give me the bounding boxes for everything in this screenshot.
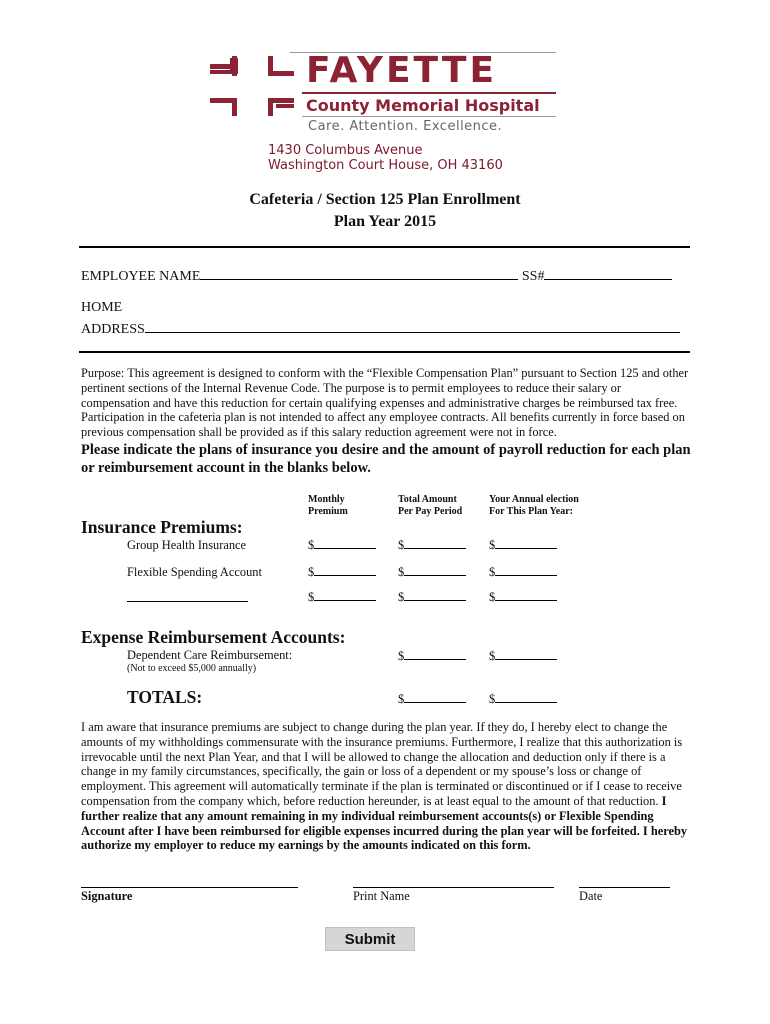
- amount-field[interactable]: [489, 590, 557, 605]
- item-dependent-care: Dependent Care Reimbursement:: [127, 648, 293, 662]
- amount-field[interactable]: [398, 649, 466, 664]
- employee-name-label: EMPLOYEE NAME: [81, 269, 201, 284]
- address-line-2: Washington Court House, OH 43160: [268, 158, 503, 173]
- amount-field[interactable]: [308, 538, 376, 553]
- col-total-line2: Per Pay Period: [398, 506, 463, 517]
- employee-name-field[interactable]: [200, 265, 518, 280]
- dollar-sign: $: [308, 538, 315, 552]
- ss-label: SS#: [521, 269, 545, 284]
- other-plan-field[interactable]: [127, 601, 248, 602]
- address-field[interactable]: [145, 318, 680, 333]
- col-monthly-line2: Premium: [308, 506, 348, 517]
- col-monthly-premium: [308, 494, 348, 518]
- amount-field[interactable]: [398, 692, 466, 707]
- amount-field[interactable]: [308, 565, 376, 580]
- item-group-health: Group Health Insurance: [127, 538, 247, 552]
- amount-field[interactable]: [489, 565, 557, 580]
- form-subtitle: Plan Year 2015: [333, 213, 437, 230]
- col-annual-line2: For This Plan Year:: [489, 506, 573, 517]
- col-total-amount: [398, 494, 462, 518]
- agreement-bold: I further realize that any amount remaining in my individual reimbursement accounts(s) or Flexible Spending Account after I have been reimbursed for eligible expenses incurred during the plan year will be forfeited. I hereby authorize my employer to reduce my earnings by the amounts indicated on this form.: [81, 793, 688, 853]
- amount-field[interactable]: [489, 649, 557, 664]
- signature-field[interactable]: [81, 887, 298, 888]
- dollar-sign: $: [398, 590, 405, 604]
- agreement-text: [81, 720, 691, 853]
- amount-field[interactable]: [398, 590, 466, 605]
- divider: [79, 351, 690, 353]
- amount-field[interactable]: [308, 590, 376, 605]
- hospital-logo: [210, 52, 560, 142]
- signature-label: Signature: [81, 889, 133, 903]
- col-total-line1: Total Amount: [398, 494, 457, 505]
- expense-heading: Expense Reimbursement Accounts:: [81, 627, 346, 647]
- col-annual-election: [489, 494, 579, 518]
- amount-field[interactable]: [489, 538, 557, 553]
- col-annual-line1: Your Annual election: [489, 494, 579, 505]
- amount-field[interactable]: [489, 692, 557, 707]
- hospital-tagline: Care. Attention. Excellence.: [308, 119, 503, 134]
- date-label: Date: [579, 889, 603, 903]
- dollar-sign: $: [489, 538, 496, 552]
- dollar-sign: $: [398, 538, 405, 552]
- submit-button[interactable]: Submit: [325, 927, 415, 951]
- item-flexible-spending: Flexible Spending Account: [127, 565, 262, 579]
- ss-field[interactable]: [544, 265, 672, 280]
- amount-field[interactable]: [398, 565, 466, 580]
- form-title: Cafeteria / Section 125 Plan Enrollment: [249, 191, 521, 208]
- dependent-care-note: (Not to exceed $5,000 annually): [127, 663, 257, 674]
- divider: [79, 246, 690, 248]
- home-label: HOME: [81, 300, 123, 315]
- totals-heading: TOTALS:: [127, 687, 203, 707]
- insurance-heading: Insurance Premiums:: [81, 517, 243, 537]
- dollar-sign: $: [398, 565, 405, 579]
- hospital-name: FAYETTE: [306, 50, 498, 91]
- purpose-text: Purpose: This agreement is designed to conform with the “Flexible Compensation Plan” pursuant to Section 125 and other pertinent sections of the Internal Revenue Code. The purpose is to permit employees to reduce their salary or compensation and have this reduction for certain qualifying expenses and administrative charges be reimbursed tax free. Participation in the cafeteria plan is not intended to affect any employee contracts. All benefits currently in force based on previous compensation shall be provided as if this salary reduction agreement were not in force.: [81, 366, 689, 440]
- dollar-sign: $: [489, 649, 496, 663]
- dollar-sign: $: [308, 565, 315, 579]
- dollar-sign: $: [308, 590, 315, 604]
- hospital-subname: County Memorial Hospital: [306, 96, 540, 115]
- print-name-field[interactable]: [353, 887, 554, 888]
- dollar-sign: $: [489, 565, 496, 579]
- date-field[interactable]: [579, 887, 670, 888]
- dollar-sign: $: [489, 590, 496, 604]
- dollar-sign: $: [489, 692, 496, 706]
- address-row: [81, 318, 680, 338]
- dollar-sign: $: [398, 649, 405, 663]
- employee-name-row: [81, 265, 672, 285]
- amount-field[interactable]: [398, 538, 466, 553]
- instruction-text: Please indicate the plans of insurance you desire and the amount of payroll reduction for each plan or reimbursement account in the blanks below.: [81, 442, 691, 476]
- agreement-plain: I am aware that insurance premiums are subject to change during the plan year. If they do, I hereby elect to change the amounts of my withholdings commensurate with the insurance premiums. Furthermore, I realize that this authorization is irrevocable until the next Plan Year, and that I will be allowed to change the allocation and deduction only if there is a change in my family circumstances, specifically, the gain or loss of a dependent or my spouse’s loss or change of employment. This agreement will automatically terminate if the plan is terminated or discontinued or if I cease to receive compensation from the company which, before reduction hereunder, is at least equal to the amount of that reduction.: [81, 720, 683, 808]
- dollar-sign: $: [398, 692, 405, 706]
- col-monthly-line1: Monthly: [308, 494, 345, 505]
- address-line-1: 1430 Columbus Avenue: [268, 143, 423, 158]
- address-label: ADDRESS: [81, 322, 145, 337]
- print-name-label: Print Name: [353, 889, 410, 903]
